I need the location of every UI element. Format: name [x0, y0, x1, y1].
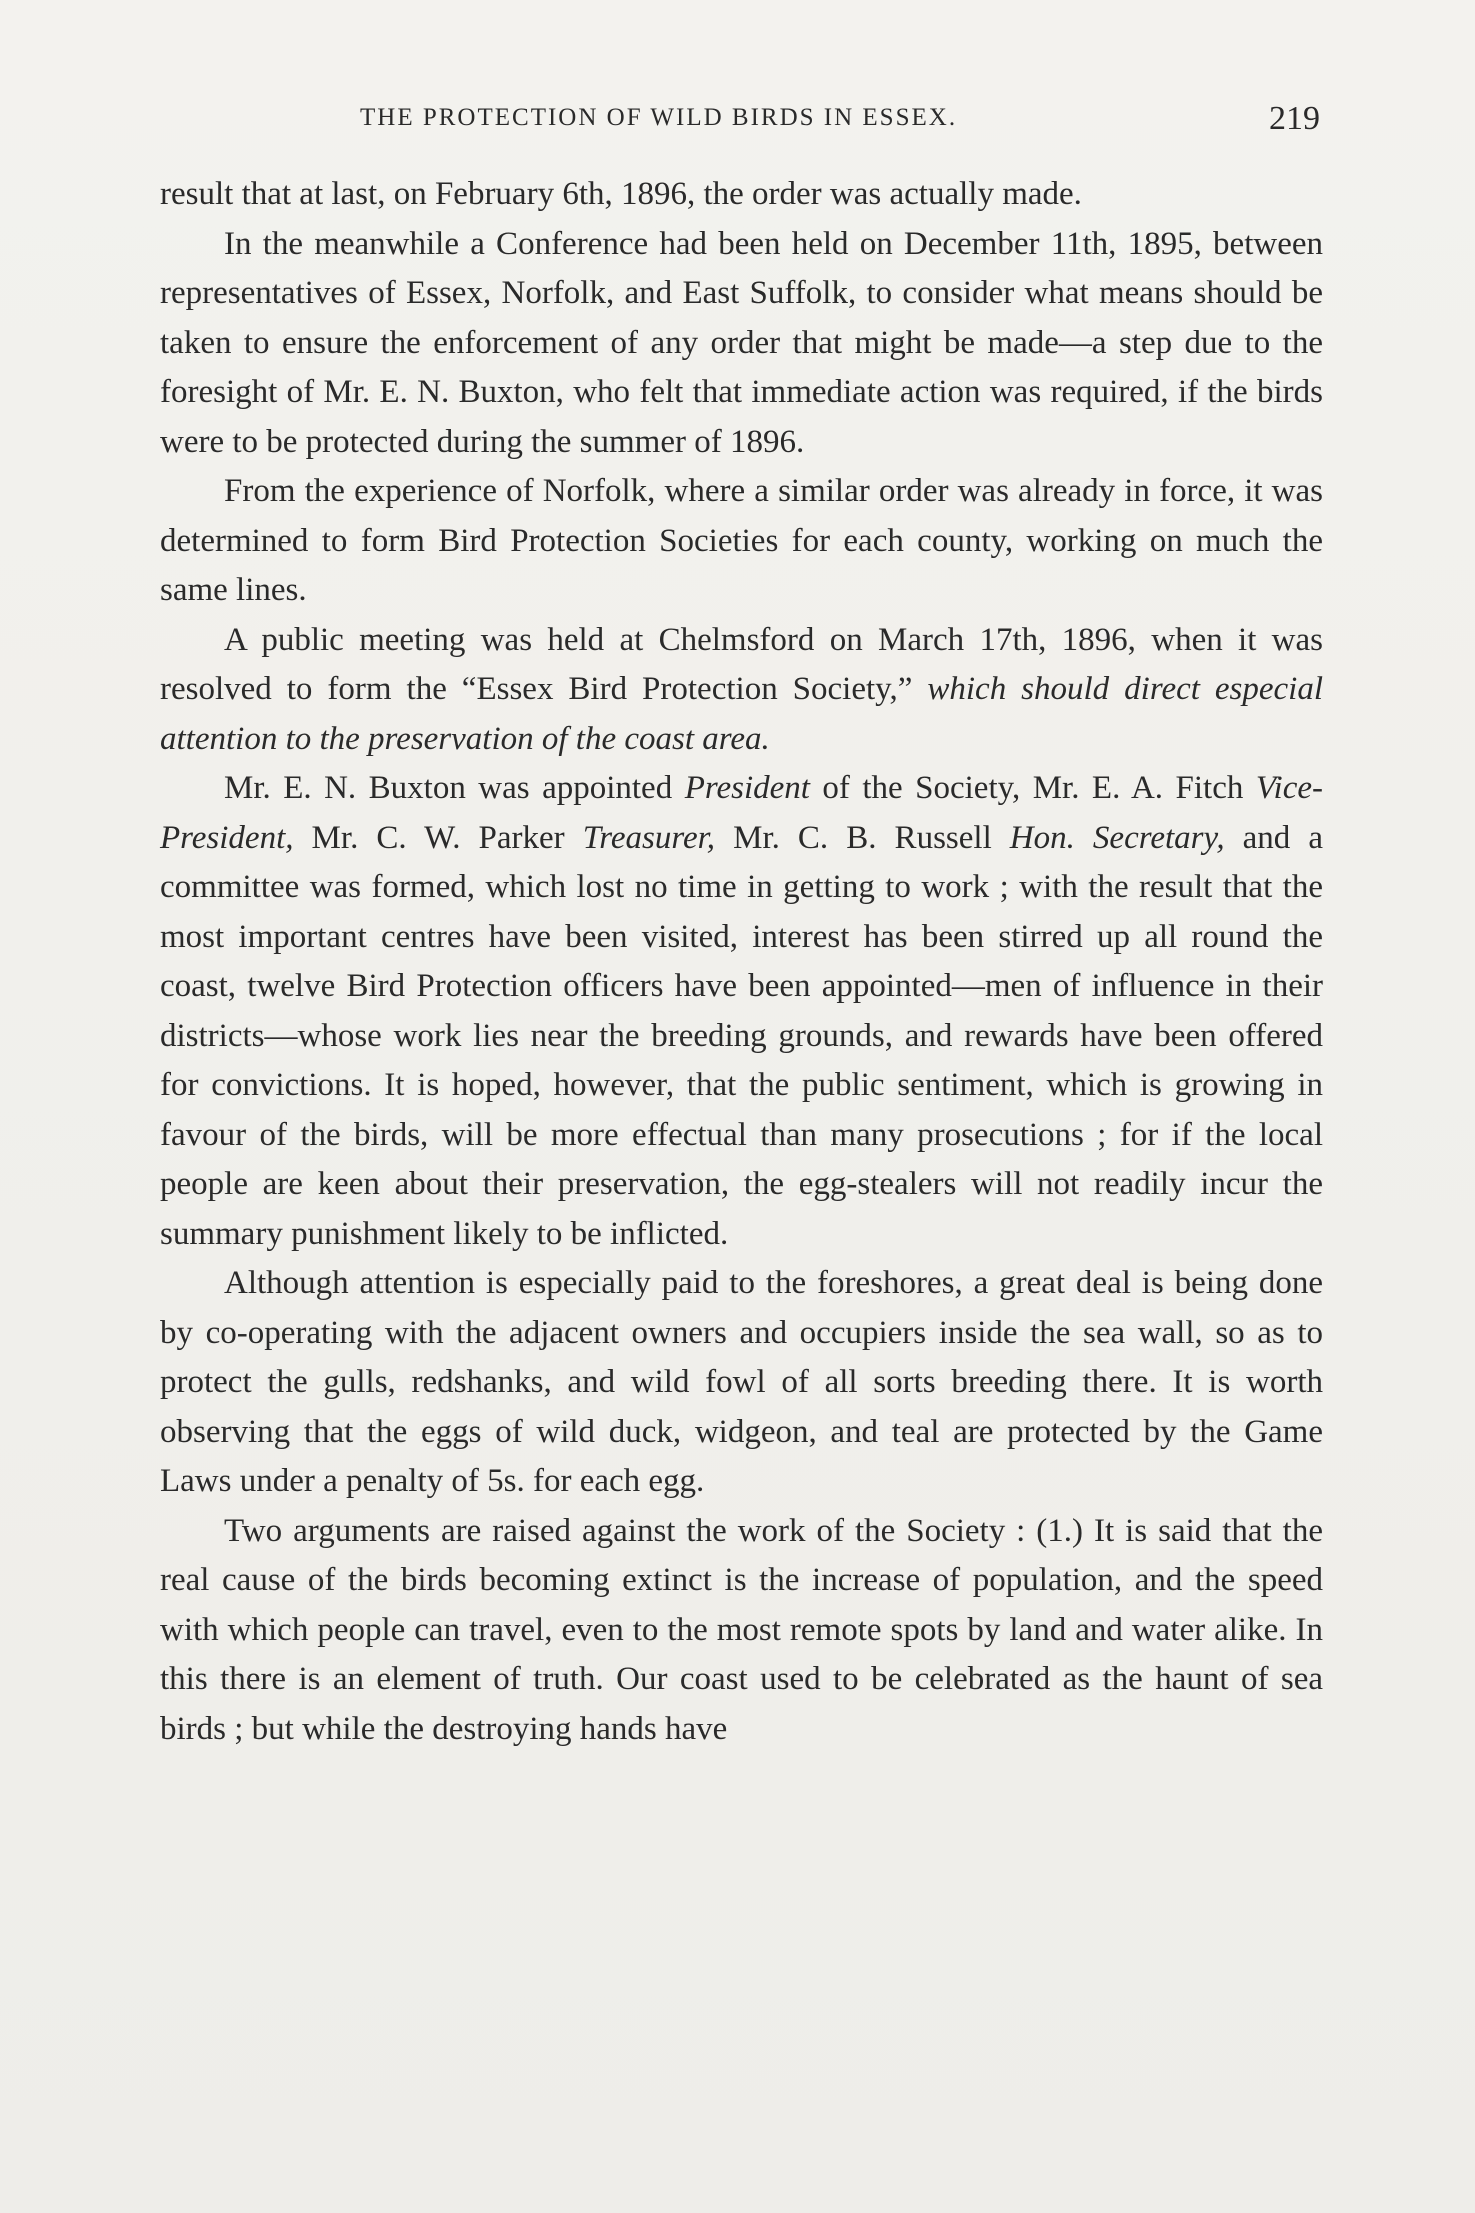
- paragraph-text: A public meeting was held at Chelmsford on March 17th, 1896, when it was resolved to form the “Essex Bird Protection Society,”: [160, 621, 1323, 707]
- running-title: THE PROTECTION OF WILD BIRDS IN ESSEX.: [360, 104, 958, 131]
- paragraph-italic-text: which should direct especial attention to the preservation of the coast area.: [160, 671, 1323, 757]
- title-vice-president: Vice-President,: [160, 770, 1323, 856]
- title-hon-secretary: Hon. Secretary,: [1009, 819, 1225, 856]
- title-president: President: [684, 770, 810, 806]
- paragraph-text: Mr. E. N. Buxton was appointed: [224, 770, 685, 806]
- paragraph-text: Two arguments are raised against the work of the Society : (1.) It is said that the real cause of the birds becoming extinct is the increase of population, and the speed with which people can travel, even to the most remote spots by land and water alike. In this there is an element of truth. Our coast used to be celebrated as the haunt of sea birds ; but while the destroying hands have: [160, 1512, 1323, 1747]
- paragraph-text: Mr. C. W. Parker: [293, 819, 583, 856]
- paragraph-officers: [160, 764, 1323, 1259]
- body-text: [160, 170, 1323, 1754]
- paragraph-text: Mr. C. B. Russell: [715, 819, 1010, 856]
- paragraph-continuation: [160, 170, 1323, 220]
- title-treasurer: Treasurer,: [582, 819, 716, 856]
- page-number: 219: [1269, 100, 1320, 137]
- paragraph-text: of the Society, Mr. E. A. Fitch: [809, 770, 1256, 806]
- running-head: [160, 100, 1320, 140]
- paragraph-text: In the meanwhile a Conference had been held on December 11th, 1895, between representatives of Essex, Norfolk, and East Suffolk, to consider what means should be taken to ensure the enforcement of any order that might be made—a step due to the foresight of Mr. E. N. Buxton, who felt that immediate action was required, if the birds were to be protected during the summer of 1896.: [160, 225, 1323, 460]
- paragraph-text: result that at last, on February 6th, 1896, the order was actually made.: [160, 176, 1082, 212]
- paragraph-public-meeting: [160, 616, 1323, 765]
- paragraph-norfolk: [160, 467, 1323, 616]
- paragraph-text: From the experience of Norfolk, where a similar order was already in force, it was determined to form Bird Protection Societies for each county, working on much the same lines.: [160, 473, 1323, 608]
- paragraph-text: and a committee was formed, which lost no time in getting to work ; with the result that the most important centres have been visited, interest has been stirred up all round the coast, twelve Bird Protection officers have been appointed—men of influence in their districts—whose work lies near the breeding grounds, and rewards have been offered for convictions. It is hoped, however, that the public sentiment, which is growing in favour of the birds, will be more effectual than many prosecutions ; for if the local people are keen about their preservation, the egg-stealers will not readily incur the summary punishment likely to be inflicted.: [160, 819, 1324, 1252]
- paragraph-text: Although attention is especially paid to the foreshores, a great deal is being done by co-operating with the adjacent owners and occupiers inside the sea wall, so as to protect the gulls, redshanks, and wild fowl of all sorts breeding there. It is worth observing that the eggs of wild duck, widgeon, and teal are protected by the Game Laws under a penalty of 5s. for each egg.: [160, 1265, 1323, 1499]
- paragraph-arguments: [160, 1507, 1323, 1755]
- paragraph-conference: [160, 220, 1323, 468]
- paragraph-foreshores: [160, 1259, 1323, 1507]
